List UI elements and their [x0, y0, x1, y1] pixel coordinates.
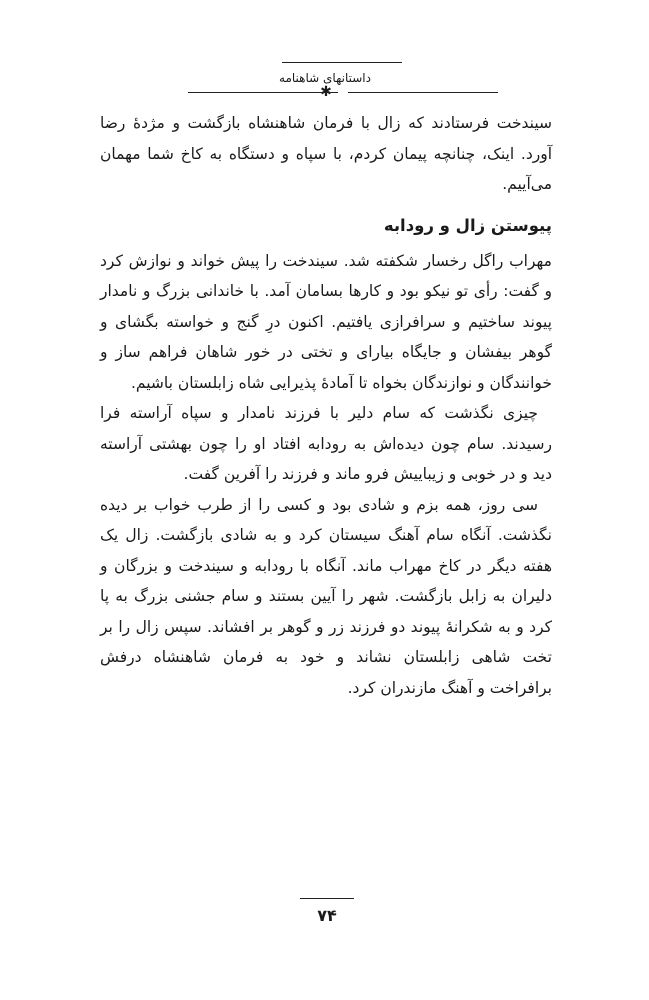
running-head	[0, 52, 649, 102]
page-footer	[0, 898, 649, 938]
header-rule-right	[348, 92, 498, 93]
page-number: ۷۴	[317, 906, 337, 925]
header-rule-top	[282, 62, 402, 63]
asterisk-ornament-icon: ✱	[320, 84, 332, 100]
footer-rule	[300, 898, 354, 899]
section-heading: پیوستن زال و رودابه	[383, 215, 552, 235]
paragraph-continued: سیندخت فرستادند که زال با فرمان شاهنشاه بازگشت و مژدهٔ رضا آورد. اینک، چنانچه پیمان کردم، با سپاه و دستگاه به کاخ شما مهمان می‌آییم.	[100, 114, 552, 193]
page-body	[100, 108, 552, 703]
paragraph-2: چیزی نگذشت که سام دلیر با فرزند نامدار و سپاه آراسته فرا رسیدند. سام چون دیده‌اش به رودابه افتاد او را چون بهشتی آراسته دید و در خوبی و زیباییش فرو ماند و فرزند را آفرین گفت.	[100, 404, 552, 483]
header-rule-left	[188, 92, 338, 93]
running-head-title: داستانهای شاهنامه	[279, 71, 371, 85]
paragraph-3: سی روز، همه بزم و شادی بود و کسی را از طرب خواب بر دیده نگذشت. آنگاه سام آهنگ سیستان کرد و به شادی بازگشت. زال یک هفته دیگر در کاخ مهراب ماند. آنگاه با رودابه و سیندخت و بزرگان و دلیران به زابل بازگشت. شهر را آیین بستند و سام جشنی بزرگ به پا کرد و به شکرانهٔ پیوند دو فرزند زر و گوهر بر افشاند. سپس زال را بر تخت شاهی زابلستان نشاند و خود به فرمان شاهنشاه درفش برافراخت و آهنگ مازندران کرد.	[100, 495, 552, 697]
paragraph-1: مهراب راگل رخسار شکفته شد. سیندخت را پیش خواند و نوازش کرد و گفت: رأی تو نیکو بود و کارها بسامان آمد. با خاندانی بزرگ و نامدار پیوند ساختیم و سرافرازی یافتیم. اکنون درِ گنج و خواسته بگشای و گوهر بیفشان و جایگاه بیارای و تختی در خور شاهان فراهم ساز و خوانندگان و نوازندگان بخواه تا آمادهٔ پذیرایی شاه زابلستان باشیم.	[100, 251, 552, 392]
